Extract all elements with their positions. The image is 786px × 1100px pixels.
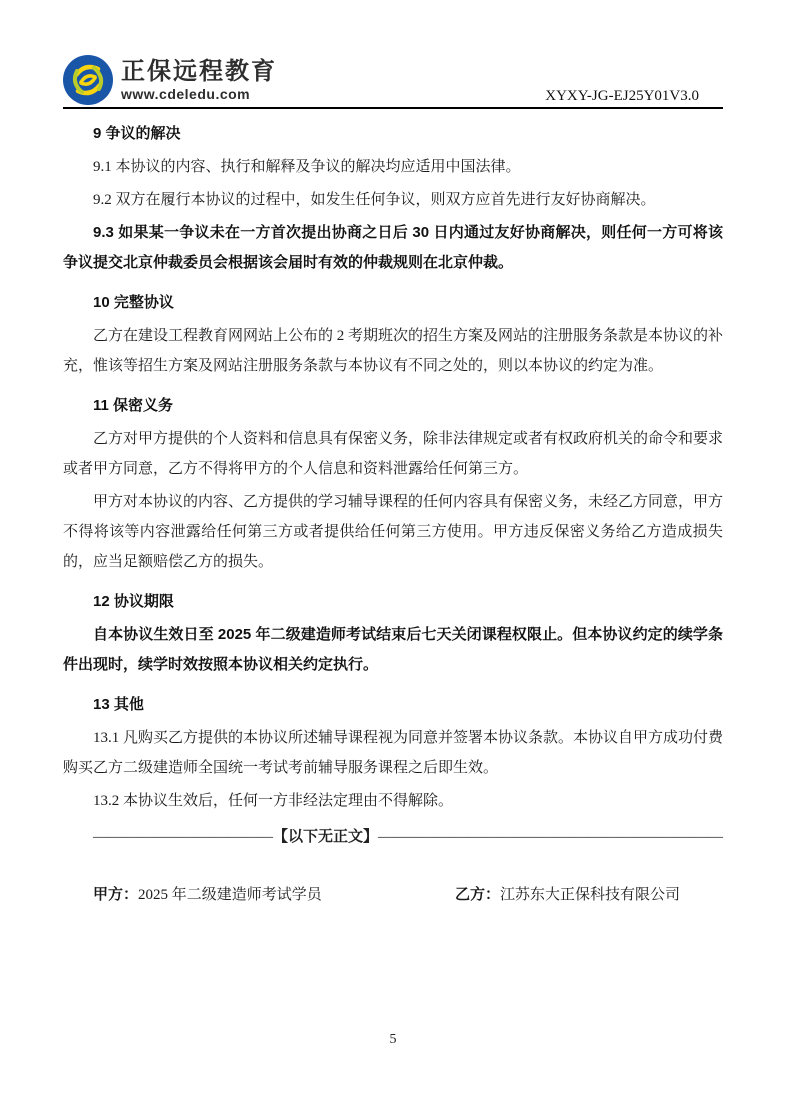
section-11-para-2: 甲方对本协议的内容、乙方提供的学习辅导课程的任何内容具有保密义务，未经乙方同意，甲方不得将该等内容泄露给任何第三方或者提供给任何第三方使用。甲方违反保密义务给乙方造成损失的，应当足额赔偿乙方的损失。: [63, 494, 724, 570]
end-marker-right-dashes: ———————————————————————: [378, 829, 724, 845]
section-10-body: 乙方在建设工程教育网网站上公布的 2 考期班次的招生方案及网站的注册服务条款是本协议的补充，惟该等招生方案及网站注册服务条款与本协议有不同之处的，则以本协议的约定为准。: [63, 328, 724, 374]
contract-body: [0, 119, 786, 910]
party-b-label: 乙方：: [455, 886, 501, 903]
section-13-heading: 13 其他: [93, 696, 144, 713]
document-code: XYXY-JG-EJ25Y01V3.0: [545, 88, 699, 104]
end-marker-left-dashes: ————————————: [93, 829, 273, 845]
end-marker-label: 【以下无正文】: [273, 828, 379, 845]
brand-name: 正保远程教育: [121, 57, 277, 85]
party-b-value: 江苏东大正保科技有限公司: [500, 887, 681, 903]
party-b: [455, 880, 680, 910]
section-10-heading: 10 完整协议: [93, 294, 174, 311]
clause-13-2: 13.2 本协议生效后，任何一方非经法定理由不得解除。: [93, 793, 454, 809]
page-header: [0, 0, 786, 109]
clause-13-1: 13.1 凡购买乙方提供的本协议所述辅导课程视为同意并签署本协议条款。本协议自甲方成功付费购买乙方二级建造师全国统一考试考前辅导服务课程之后即生效。: [63, 730, 724, 776]
clause-9-1: 9.1 本协议的内容、执行和解释及争议的解决均应适用中国法律。: [93, 159, 521, 175]
party-a: [93, 880, 322, 910]
section-11-heading: 11 保密义务: [93, 397, 174, 414]
clause-9-3: 9.3 如果某一争议未在一方首次提出协商之日后 30 日内通过友好协商解决，则任何一方可将该争议提交北京仲裁委员会根据该会届时有效的仲裁规则在北京仲裁。: [63, 224, 723, 271]
section-12-body: 自本协议生效日至 2025 年二级建造师考试结束后七天关闭课程权限止。但本协议约定的续学条件出现时，续学时效按照本协议相关约定执行。: [63, 626, 723, 673]
party-a-label: 甲方：: [93, 886, 139, 903]
party-a-value: 2025 年二级建造师考试学员: [138, 887, 322, 903]
signature-row: [63, 880, 723, 910]
section-12-heading: 12 协议期限: [93, 593, 174, 610]
brand-swirl-icon: [63, 55, 113, 105]
page-number: 5: [389, 1032, 397, 1047]
brand-website: www.cdeledu.com: [121, 85, 251, 102]
section-11-para-1: 乙方对甲方提供的个人资料和信息具有保密义务，除非法律规定或者有权政府机关的命令和要求或者甲方同意，乙方不得将甲方的个人信息和资料泄露给任何第三方。: [63, 431, 724, 477]
clause-9-2: 9.2 双方在履行本协议的过程中，如发生任何争议，则双方应首先进行友好协商解决。: [93, 192, 656, 208]
company-logo: [63, 55, 277, 105]
page-footer: [0, 1032, 786, 1048]
header-divider: [63, 107, 723, 109]
end-of-text-marker: [63, 822, 723, 852]
section-9-heading: 9 争议的解决: [93, 125, 181, 142]
